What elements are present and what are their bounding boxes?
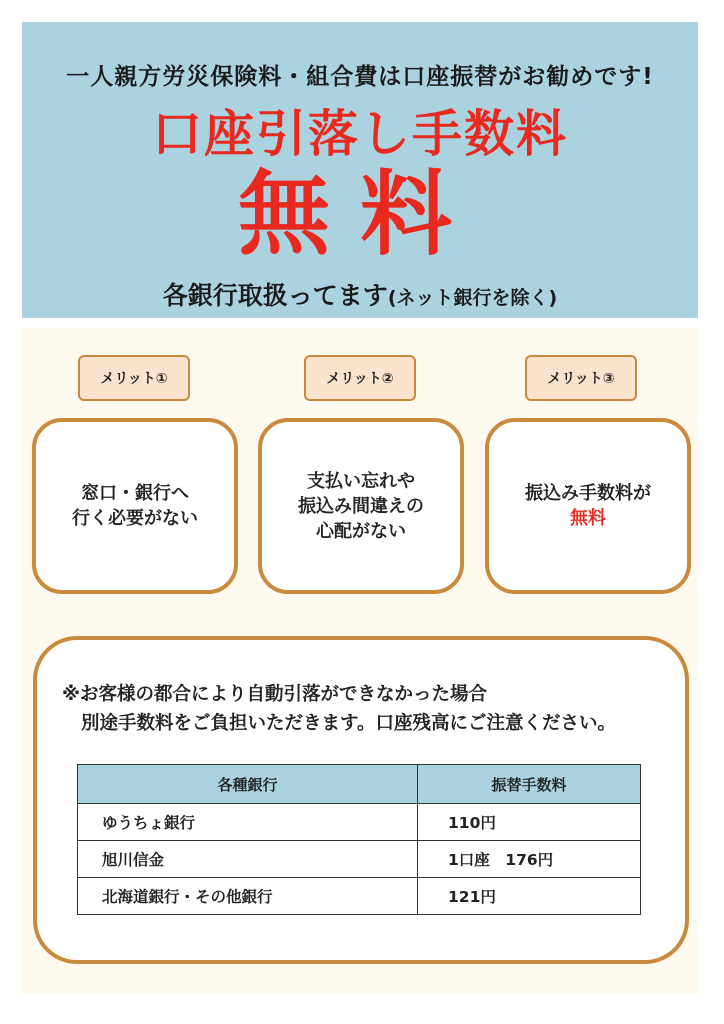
banner-note-main: 各銀行取扱ってます — [162, 281, 388, 310]
table-row — [78, 804, 641, 841]
merit-tag-2: メリット② — [304, 355, 416, 401]
notice-text — [62, 680, 682, 738]
merit-2-line-3: 心配がない — [316, 520, 406, 542]
merit-1-line-2: 行く必要がない — [72, 508, 198, 529]
merit-3-highlight: 無料 — [570, 508, 606, 529]
merit-3-line-1: 振込み手数料が — [525, 483, 651, 504]
merit-tag-1: メリット① — [78, 355, 190, 401]
table-row — [78, 841, 641, 878]
merit-tag-3: メリット③ — [525, 355, 637, 401]
table-row — [78, 878, 641, 915]
banner-note — [22, 276, 698, 312]
fee-table-header-row — [78, 765, 641, 804]
banner-headline: 口座引落し手数料 — [152, 105, 568, 163]
bank-fee: 1口座 176円 — [418, 841, 641, 878]
banner-free-text: 無料 — [237, 161, 482, 268]
header-bank: 各種銀行 — [78, 765, 418, 804]
header-fee: 振替手数料 — [418, 765, 641, 804]
notice-line-2: 別途手数料をご負担いただきます。口座残高にご注意ください。 — [81, 713, 617, 734]
bank-fee: 121円 — [418, 878, 641, 915]
fee-table — [77, 764, 641, 915]
merit-2-line-2: 振込み間違えの — [298, 495, 424, 517]
bank-fee: 110円 — [418, 804, 641, 841]
banner-note-paren: (ネット銀行を除く) — [387, 287, 558, 309]
merit-card-1 — [32, 418, 238, 594]
merit-card-3 — [485, 418, 691, 594]
banner-subtitle: 一人親方労災保険料・組合費は口座振替がお勧めです! — [66, 64, 654, 90]
notice-line-1: ※お客様の都合により自動引落ができなかった場合 — [62, 684, 487, 705]
bank-name: 旭川信金 — [78, 841, 418, 878]
header-banner — [22, 22, 698, 318]
bank-name: ゆうちょ銀行 — [78, 804, 418, 841]
bank-name: 北海道銀行・その他銀行 — [78, 878, 418, 915]
merit-1-line-1: 窓口・銀行へ — [81, 483, 189, 504]
merit-2-line-1: 支払い忘れや — [307, 470, 415, 492]
merit-card-2 — [258, 418, 464, 594]
